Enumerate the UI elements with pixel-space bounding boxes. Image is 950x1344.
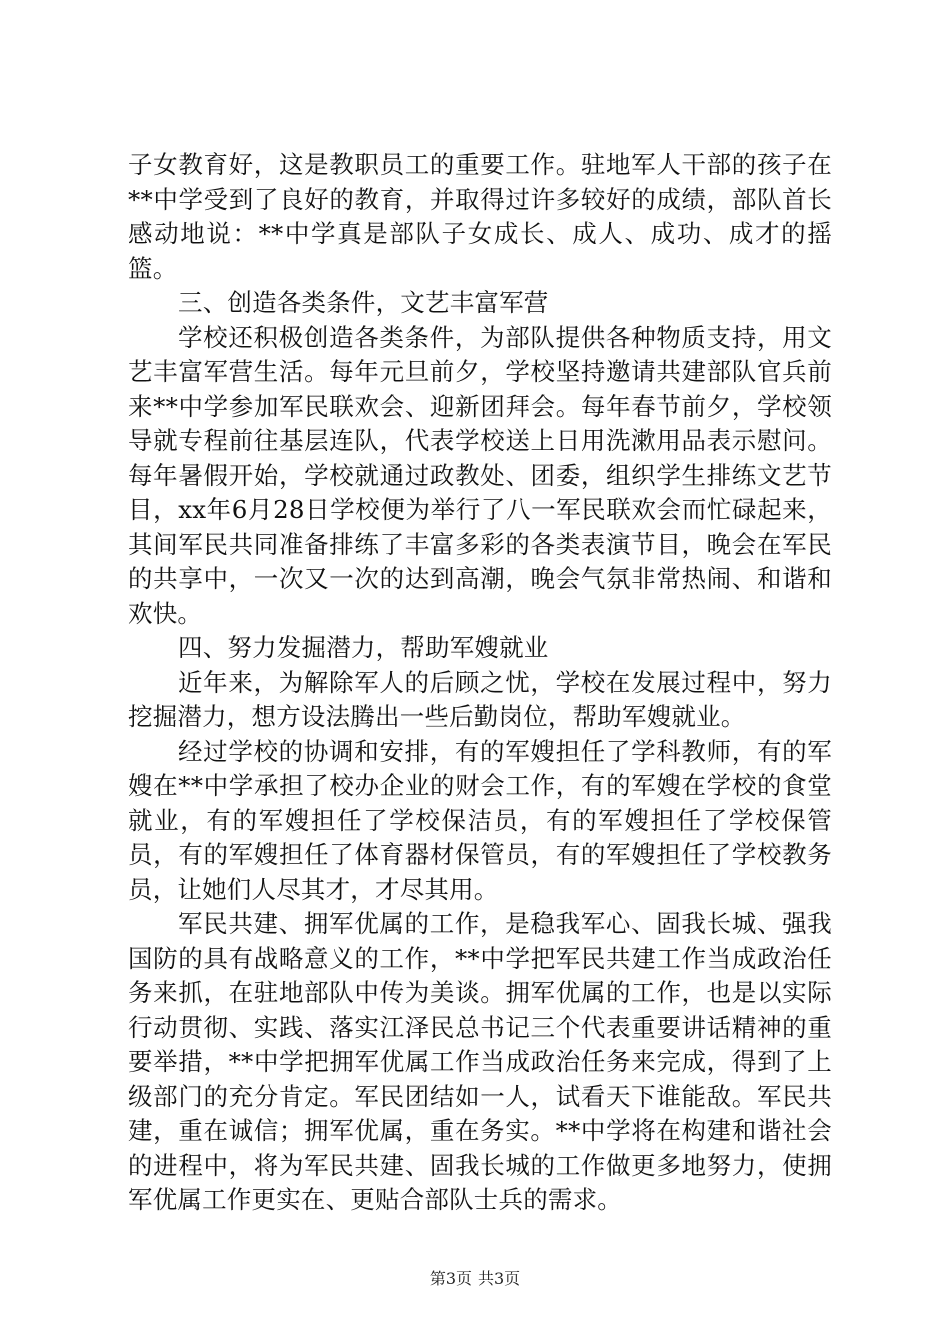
section-heading-3: 三、创造各类条件，文艺丰富军营 [178, 288, 549, 317]
paragraph-3: 近年来，为解除军人的后顾之忧，学校在发展过程中，努力挖掘潜力，想方设法腾出一些后勤岗位，帮助军嫂就业。 [128, 667, 832, 731]
page-total: 共3页 [478, 1269, 521, 1288]
section-heading-4: 四、努力发掘潜力，帮助军嫂就业 [178, 633, 549, 662]
paragraph-5: 军民共建、拥军优属的工作，是稳我军心、固我长城、强我国防的具有战略意义的工作，**中学把军民共建工作当成政治任务来抓，在驻地部队中传为美谈。拥军优属的工作，也是以实际行动贯彻、实践、落实江泽民总书记三个代表重要讲话精神的重要举措，**中学把拥军优属工作当成政治任务来完成，得到了上级部门的充分肯定。军民团结如一人，试看天下谁能敌。军民共建，重在诚信；拥军优属，重在务实。**中学将在构建和谐社会的进程中，将为军民共建、固我长城的工作做更多地努力，使拥军优属工作更实在、更贴合部队士兵的需求。 [128, 909, 832, 1214]
document-body [128, 148, 832, 1218]
page-footer [0, 1269, 950, 1289]
paragraph-4: 经过学校的协调和安排，有的军嫂担任了学科教师，有的军嫂在**中学承担了校办企业的财会工作，有的军嫂在学校的食堂就业，有的军嫂担任了学校保洁员，有的军嫂担任了学校保管员，有的军嫂担任了体育器材保管员，有的军嫂担任了学校教务员，让她们人尽其才，才尽其用。 [128, 736, 832, 904]
paragraph-1: 子女教育好，这是教职员工的重要工作。驻地军人干部的孩子在**中学受到了良好的教育，并取得过许多较好的成绩，部队首长感动地说：**中学真是部队子女成长、成人、成功、成才的摇篮。 [128, 150, 832, 283]
paragraph-2: 学校还积极创造各类条件，为部队提供各种物质支持，用文艺丰富军营生活。每年元旦前夕，学校坚持邀请共建部队官兵前来**中学参加军民联欢会、迎新团拜会。每年春节前夕，学校领导就专程前往基层连队，代表学校送上日用洗漱用品表示慰问。每年暑假开始，学校就通过政教处、团委，组织学生排练文艺节目，xx年6月28日学校便为举行了八一军民联欢会而忙碌起来，其间军民共同准备排练了丰富多彩的各类表演节目，晚会在军民的共享中，一次又一次的达到高潮，晚会气氛非常热闹、和谐和欢快。 [128, 322, 832, 628]
page-number: 第3页 [429, 1269, 472, 1288]
